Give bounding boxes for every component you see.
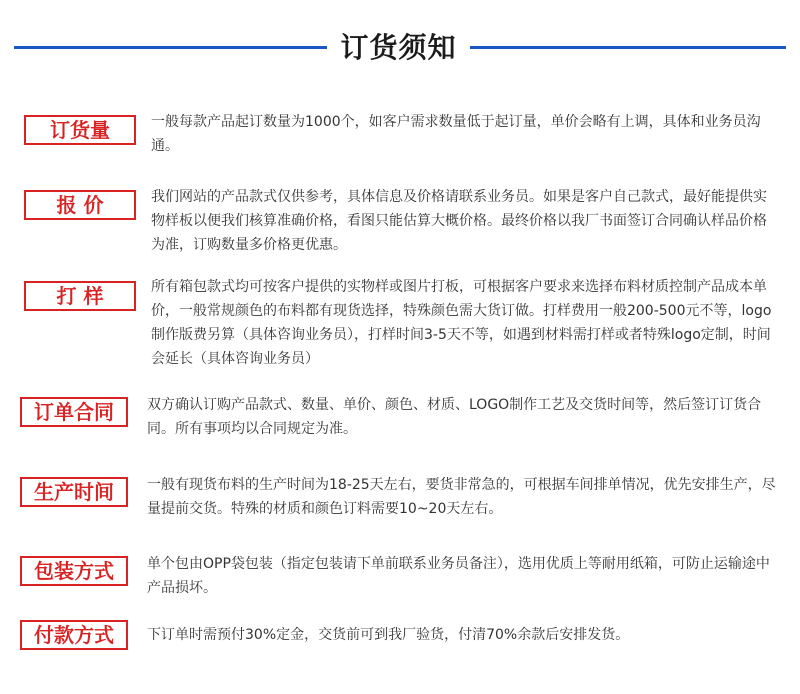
section-text: 一般有现货布料的生产时间为18-25天左右，要货非常急的，可根据车间排单情况，优先安排生产，尽量提前交货。特殊的材质和颜色订料需要10~20天左右。 — [147, 477, 776, 517]
section-tag: 报 价 — [24, 190, 136, 220]
page-title: 订货须知 — [340, 31, 457, 64]
section-tag: 订单合同 — [20, 397, 128, 427]
header-rule-left — [14, 46, 327, 49]
section-text: 一般每款产品起订数量为1000个，如客户需求数量低于起订量，单价会略有上调，具体和业务员沟通。 — [151, 114, 761, 154]
section-text: 所有箱包款式均可按客户提供的实物样或图片打板，可根据客户要求来选择布料材质控制产品成本单价，一般常规颜色的布料都有现货选择，特殊颜色需大货订做。打样费用一般200-500元不等，logo制作版费另算（具体咨询业务员），打样时间3-5天不等，如遇到材料需打样或者特殊logo定制，时间会延长（具体咨询业务员） — [151, 279, 772, 367]
section-text: 单个包由OPP袋包装（指定包装请下单前联系业务员备注），选用优质上等耐用纸箱，可防止运输途中产品损坏。 — [147, 556, 770, 596]
section-tag: 包装方式 — [20, 556, 128, 586]
header-rule-right — [470, 46, 786, 49]
section-text: 双方确认订购产品款式、数量、单价、颜色、材质、LOGO制作工艺及交货时间等，然后签订订货合同。所有事项均以合同规定为准。 — [147, 397, 762, 437]
section-text: 我们网站的产品款式仅供参考，具体信息及价格请联系业务员。如果是客户自己款式，最好能提供实物样板以便我们核算准确价格，看图只能估算大概价格。最终价格以我厂书面签订合同确认样品价格为准，订购数量多价格更优惠。 — [151, 189, 767, 253]
section-tag: 打 样 — [24, 281, 136, 311]
section-tag: 付款方式 — [20, 620, 128, 650]
page-header — [0, 22, 800, 72]
section-text: 下订单时需预付30%定金，交货前可到我厂验货，付清70%余款后安排发货。 — [147, 627, 630, 643]
section-tag: 订货量 — [24, 115, 136, 145]
section-tag: 生产时间 — [20, 477, 128, 507]
